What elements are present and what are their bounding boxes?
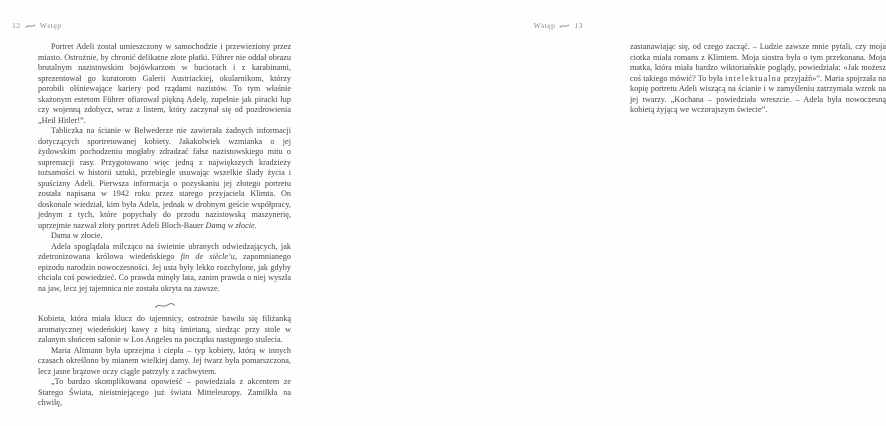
paragraph — [38, 242, 291, 295]
emphasis-text: Damą w złocie — [205, 220, 255, 230]
body-text: , zapomnianego epizodu narodzin nowoczesności. Jej usta były lekko rozchylone, jak gdyby chciała coś powiedzieć. Co prawda minęły lata, zanim prawda o niej wyszła na jaw, lecz jej tajemnica nie została ukryta na zawsze. — [38, 252, 291, 293]
body-text: Adela spoglądała milcząco na świetnie ubranych odwiedzających, jak zdetronizowana królowa wiedeńskiego — [38, 241, 291, 261]
body-text: przyjaźń»”. Maria spojrzała na kopię portretu Adeli wiszącą na ścianie i w zamyśleniu zatrzymała wzrok na jej twarzy. „Kochana – powiedziała wreszcie. – Adela była nowoczesną kobietą żyjącą we wczorajszym świecie”. — [630, 73, 886, 114]
section-flourish-icon — [154, 301, 176, 310]
paragraph — [630, 42, 886, 116]
running-title-left: Wstęp — [39, 21, 62, 30]
paragraph — [38, 346, 291, 378]
running-header-left — [12, 21, 62, 30]
page-right — [300, 0, 886, 426]
body-text: Tabliczka na ścianie w Belwederze nie zawierała żadnych informacji dotyczących sportretowanej kobiety. Jakakolwiek wzmianka o jej żydowskim pochodzeniu mogłaby zdradzać fałsz nazistowskiego mitu o supremacji rasy. Przygotowano więc jedną z największych kradzieży tożsamości w historii sztuki, przebiegle usuwając wszelkie ślady życia i spuścizny Adeli. Pierwsza informacja o pozyskaniu jej złotego portretu została napisana w 1942 roku przez starego przyjaciela Klimta. On doskonale wiedział, kim była Adela, jednak w drobnym geście współpracy, jednym z tych, które popychały do przodu nazistowską maszynerię, uprzejmie nazwał złoty portret Adeli Bloch-Bauer — [38, 126, 291, 230]
emphasis-text: intelektualna — [725, 73, 782, 83]
fleuron-icon — [25, 23, 36, 29]
section-divider — [38, 294, 291, 314]
paragraph — [38, 126, 291, 231]
running-title-right: Wstęp — [533, 21, 556, 30]
page-body-left — [38, 42, 291, 409]
body-text: . — [254, 220, 257, 230]
page-number-left: 12 — [12, 21, 21, 30]
body-text: Dama w złocie. — [51, 231, 103, 240]
page-number-right: 13 — [574, 21, 583, 30]
fleuron-icon — [559, 23, 570, 29]
page-left — [0, 0, 300, 426]
page-body-right — [630, 42, 886, 116]
paragraph — [38, 42, 291, 126]
emphasis-text: fin de siècle’u — [180, 252, 235, 261]
running-header-right — [533, 21, 583, 30]
paragraph — [38, 377, 291, 409]
paragraph — [38, 231, 291, 242]
body-text: „To bardzo skomplikowana opowieść – powiedziała z akcentem ze Starego Świata, nieistniejącego już świata Mitteleuropy. Zamilkła na chwilę, — [38, 377, 291, 407]
body-text: Maria Altmann była uprzejma i ciepła – typ kobiety, którą w innych czasach określono by mianem wielkiej damy. Jej twarz była pomarszczona, lecz jasne brązowe oczy ciągle patrzyły z zachwytem. — [38, 345, 291, 376]
paragraph — [38, 314, 291, 346]
body-text: Portret Adeli został umieszczony w samochodzie i przewieziony przez miasto. Ostrożnie, by chronić delikatne złote płatki. Führer nie oddał obrazu brutalnym nazistowskim bojówkarzom w buciorach i z karabinami, sprezentował go kuratorom Galerii Austriackiej, okularnikom, którzy porobili olśniewające kariery pod rządami nazistów. To tym właśnie skażonym estetom Führer ofiarował piękną Adelę, zupełnie jak piracki łup czy wojenną zdobycz, wraz z listem, który zaczynał się od pozdrowienia „Heil Hitler!”. — [38, 42, 291, 125]
body-text: zastanawiając się, od czego zacząć. – Ludzie zawsze mnie pytali, czy moja ciotka miała romans z Klimtem. Moja siostra była o tym przekonana. Moja matka, która miała bardzo wiktoriańskie poglądy, powiedziała: «Jak możesz coś takiego mówić? To była — [630, 42, 886, 83]
body-text: Kobieta, która miała klucz do tajemnicy, ostrożnie bawiła się filiżanką aromatycznej wiedeńskiej kawy z bitą śmietaną, siedząc przy stole w zalanym słońcem salonie w Los Angeles na początku następnego stulecia. — [38, 314, 291, 344]
